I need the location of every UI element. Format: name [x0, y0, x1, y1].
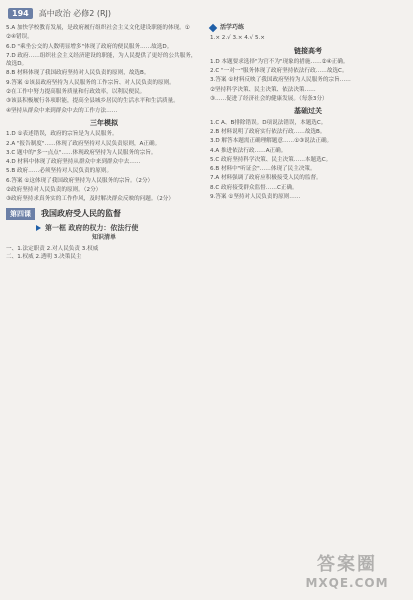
answer-para: 6.D "乘坐公交的人数明显增多"体现了政府的便民服务……故选D。 [6, 43, 173, 50]
practice-banner [210, 24, 406, 32]
answer-para: 9.答案 ①该县政府坚持为人民服务的工作宗旨、对人民负责的原则。 [6, 79, 175, 86]
answer-para: ③该县积极履行各项职能，提高全县城乡居民的生活水平和生活质量。 [6, 98, 179, 105]
answer-para: 2.B 材料说明了政府实行依法行政……故选B。 [210, 128, 326, 135]
answer-para: 7.A 材料强调了政府应积极接受人民的监督。 [210, 175, 322, 182]
answer-para: 4.A 推进依法行政……A正确。 [210, 147, 287, 154]
chapter-tag: 第四课 [6, 208, 35, 220]
answer-para: 5.A 加快学校教育发展，是政府履行组织社会主义文化建设职能的体现。① [6, 25, 190, 31]
answer-para: ④坚持从群众中来到群众中去的工作方法…… [6, 107, 118, 114]
answer-para: 6.答案 ①这体现了我国政府坚持为人民服务的宗旨。（2分） [6, 177, 154, 184]
section-title: 三年模拟 [90, 118, 118, 127]
diamond-icon [209, 24, 217, 32]
answer-para: 1.C A、B排除错误。D项说法错误，本题选C。 [210, 119, 327, 126]
knowledge-title: 知识清单 [91, 234, 116, 242]
watermark [287, 550, 407, 590]
answer-para: ②坚持科学决策、民主决策、依法决策…… [210, 86, 316, 93]
triangle-icon [36, 225, 41, 231]
answer-para: 1.D ①表述错误，政府的宗旨是为人民服务。 [6, 131, 118, 138]
answer-para: 3.答案 ①材料反映了我国政府坚持为人民服务的宗旨…… [210, 77, 351, 84]
watermark-url: MXQE.COM [305, 576, 389, 590]
answer-para: 2.C "一对一"服务体现了政府坚持依法行政……故选C。 [210, 68, 348, 75]
section-title: 基础过关 [294, 107, 322, 116]
answer-para: 9.答案 ①坚持对人民负责的原则…… [210, 194, 301, 201]
answer-para: 8.C 政府接受群众监督……C正确。 [210, 184, 298, 191]
page-number: 194 [8, 8, 33, 19]
answer-para: ②在工作中努力提高服务质量和行政效率，以利民便民。 [6, 89, 146, 96]
answer-para: 3.C 题中的"多一点点"……体现政府坚持为人民服务的宗旨。 [6, 149, 157, 156]
answer-para: 1.D 本题要求选择"为官不为"现象的措施……②④正确。 [210, 58, 349, 65]
knowledge-line: 一、1.法定职责 2.对人民负责 3.权威 [6, 245, 99, 252]
answer-para: 6.B 材料中"听证会"……体现了民主决策。 [210, 166, 316, 173]
answer-para: 5.C 政府坚持科学决策、民主决策……本题选C。 [210, 156, 332, 163]
answer-para: ③……促进了经济社会的健康发展。（每条3分） [210, 96, 328, 103]
answer-para: ②政府坚持对人民负责的原则。（2分） [6, 187, 102, 194]
answer-para: 5.B 政府……必须坚持对人民负责的原则。 [6, 168, 113, 175]
knowledge-line: 二、1.权威 2.透明 3.决策民主 [6, 253, 82, 260]
book-title: 高中政治 必修2 (RJ) [38, 8, 112, 18]
answer-para: 8.B 材料体现了我国政府坚持对人民负责的原则，故选B。 [6, 70, 150, 77]
right-column [210, 24, 406, 202]
answer-para: 3.D 解答本题需正确理解题意……①③说法正确。 [210, 138, 333, 145]
answer-para: ③政府坚持求真务实的工作作风，及时解决群众反映的问题。（2分） [6, 196, 174, 203]
answer-para: 4.D 材料中体现了政府坚持从群众中来到群众中去…… [6, 159, 141, 166]
watermark-text: 答案圈 [317, 554, 377, 575]
section-title: 链接高考 [294, 46, 322, 55]
answer-para: 2.A "报告制度"……体现了政府坚持对人民负责原则，A正确。 [6, 140, 161, 147]
practice-banner-label: 活学巧练 [220, 24, 245, 31]
lesson-header [36, 224, 202, 232]
quick-answers: 1.× 2.√ 3.× 4.√ 5.× [210, 35, 265, 42]
left-column [6, 24, 202, 261]
answer-para: ②④错误。 [6, 34, 33, 41]
page-header [8, 4, 111, 22]
lesson-title: 第一框 政府的权力：依法行使 [45, 223, 139, 232]
chapter-title: 我国政府受人民的监督 [41, 208, 121, 218]
chapter-header [6, 208, 202, 220]
answer-para: 7.D 政府……组织社会主义经济建设的职能，为人民提供了更好的公共服务，故选D。 [6, 52, 197, 68]
